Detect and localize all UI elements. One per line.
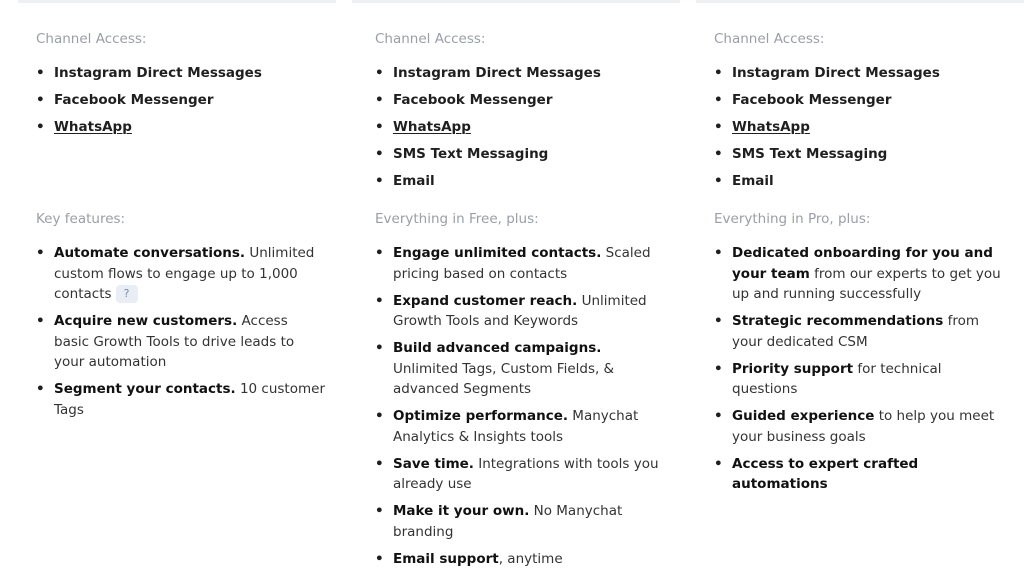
channel-item: • Instagram Direct Messages bbox=[375, 63, 665, 84]
channel-item[interactable] bbox=[714, 117, 1004, 138]
feature-item: • Save time. Integrations with tools you already use bbox=[375, 454, 665, 495]
feature-item: • Make it your own. No Manychat branding bbox=[375, 501, 665, 542]
feature-item: • Guided experience to help you meet your business goals bbox=[714, 406, 1004, 447]
feature-list bbox=[375, 243, 665, 576]
channel-item: • Email bbox=[714, 171, 1004, 192]
help-icon[interactable]: ? bbox=[116, 285, 138, 303]
feature-item: • Expand customer reach. Unlimited Growth Tools and Keywords bbox=[375, 291, 665, 332]
feature-item: • Priority support for technical questions bbox=[714, 359, 1004, 400]
whatsapp-link[interactable]: WhatsApp bbox=[54, 119, 132, 135]
channel-item: • Facebook Messenger bbox=[714, 90, 1004, 111]
channel-item: • SMS Text Messaging bbox=[375, 144, 665, 165]
features-label: Everything in Pro, plus: bbox=[714, 211, 871, 227]
card-top-border bbox=[696, 0, 1024, 3]
feature-item: • Access to expert crafted automations bbox=[714, 454, 1004, 495]
channel-list bbox=[36, 63, 326, 144]
feature-item: • Build advanced campaigns. Unlimited Tags, Custom Fields, & advanced Segments bbox=[375, 338, 665, 400]
whatsapp-link[interactable]: WhatsApp bbox=[732, 119, 810, 135]
feature-item: • Acquire new customers. Access basic Growth Tools to drive leads to your automation bbox=[36, 311, 326, 373]
channel-access-label: Channel Access: bbox=[714, 31, 825, 47]
feature-item: • Automate conversations. Unlimited custom flows to engage up to 1,000 contacts ? bbox=[36, 243, 326, 305]
feature-list bbox=[714, 243, 1004, 501]
card-top-border bbox=[18, 0, 336, 3]
channel-access-label: Channel Access: bbox=[375, 31, 486, 47]
feature-item: • Strategic recommendations from your dedicated CSM bbox=[714, 311, 1004, 352]
channel-item: • Instagram Direct Messages bbox=[36, 63, 326, 84]
feature-item: • Segment your contacts. 10 customer Tags bbox=[36, 379, 326, 420]
channel-item[interactable] bbox=[36, 117, 326, 138]
feature-item: • Optimize performance. Manychat Analytics & Insights tools bbox=[375, 406, 665, 447]
channel-item: • Email bbox=[375, 171, 665, 192]
channel-item: • Instagram Direct Messages bbox=[714, 63, 1004, 84]
feature-item: • Dedicated onboarding for you and your team from our experts to get you up and running successfully bbox=[714, 243, 1004, 305]
channel-item[interactable] bbox=[375, 117, 665, 138]
whatsapp-link[interactable]: WhatsApp bbox=[393, 119, 471, 135]
features-label: Key features: bbox=[36, 211, 126, 227]
channel-list bbox=[375, 63, 665, 198]
channel-item: • Facebook Messenger bbox=[36, 90, 326, 111]
card-top-border bbox=[352, 0, 680, 3]
feature-item: • Engage unlimited contacts. Scaled pricing based on contacts bbox=[375, 243, 665, 284]
features-label: Everything in Free, plus: bbox=[375, 211, 539, 227]
channel-access-label: Channel Access: bbox=[36, 31, 147, 47]
channel-item: • SMS Text Messaging bbox=[714, 144, 1004, 165]
feature-list bbox=[36, 243, 326, 427]
channel-list bbox=[714, 63, 1004, 198]
feature-item: • Email support, anytime bbox=[375, 549, 665, 570]
channel-item: • Facebook Messenger bbox=[375, 90, 665, 111]
